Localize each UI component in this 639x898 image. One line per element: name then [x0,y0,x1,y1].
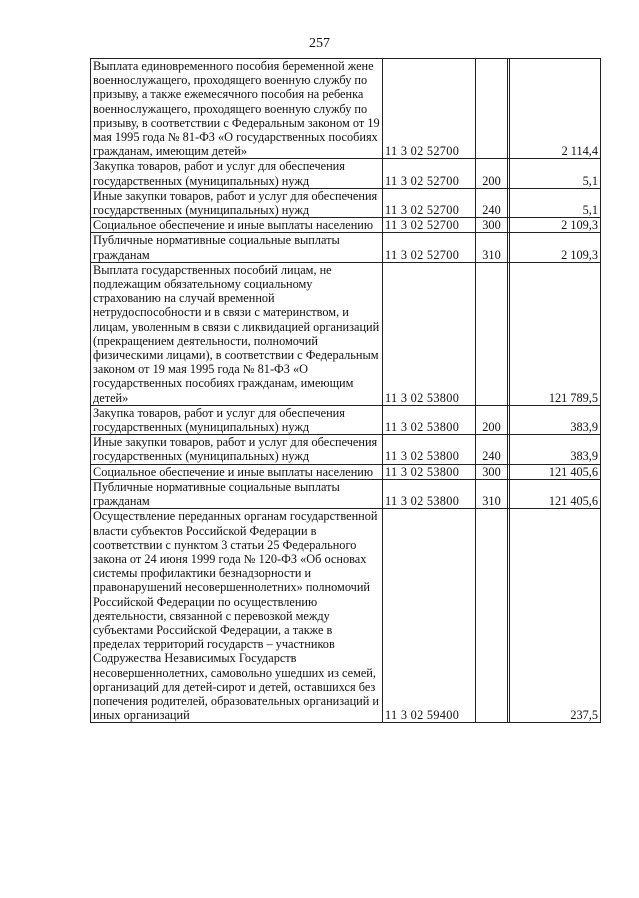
row-expense-type-cell: 310 [476,479,508,508]
row-expense-type-cell: 200 [476,405,508,434]
row-name-cell: Иные закупки товаров, работ и услуг для обеспечения государственных (муниципальных) нужд [91,188,383,217]
table-row [91,464,601,479]
row-amount-cell: 121 405,6 [510,479,601,508]
row-code-cell: 11 3 02 53800 [383,435,476,464]
row-name-cell: Выплата единовременного пособия беременной жене военнослужащего, проходящего военную службу по призыву, а также ежемесячного пособия на ребенка военнослужащего, проходящего военную службу по призыву, в соответствии с Федеральным законом от 19 мая 1995 года № 81-ФЗ «О государственных пособиях гражданам, имеющим детей» [91,59,383,159]
row-expense-type-cell [476,59,508,159]
row-amount-cell: 2 109,3 [510,233,601,262]
row-amount-cell: 5,1 [510,188,601,217]
table-row [91,233,601,262]
row-code-cell: 11 3 02 52700 [383,218,476,233]
row-amount-cell: 121 789,5 [510,262,601,405]
row-code-cell: 11 3 02 52700 [383,59,476,159]
row-amount-cell: 5,1 [510,159,601,188]
row-expense-type-cell: 200 [476,159,508,188]
row-name-cell: Социальное обеспечение и иные выплаты населению [91,218,383,233]
table-row [91,188,601,217]
row-expense-type-cell [476,262,508,405]
row-code-cell: 11 3 02 53800 [383,405,476,434]
budget-table-body [91,59,601,723]
budget-table [90,58,601,723]
row-code-cell: 11 3 02 59400 [383,509,476,723]
table-row [91,479,601,508]
table-row [91,59,601,159]
row-code-cell: 11 3 02 52700 [383,233,476,262]
row-name-cell: Выплата государственных пособий лицам, не подлежащим обязательному социальному страхованию на случай временной нетрудоспособности и в связи с материнством, и лицам, уволенным в связи с ликвидацией организаций (прекращением деятельности, полномочий физическими лицами), в соответствии с Федеральным законом от 19 мая 1995 года № 81-ФЗ «О государственных пособиях гражданам, имеющим детей» [91,262,383,405]
row-amount-cell: 383,9 [510,435,601,464]
row-code-cell: 11 3 02 53800 [383,464,476,479]
table-row [91,435,601,464]
row-name-cell: Иные закупки товаров, работ и услуг для обеспечения государственных (муниципальных) нужд [91,435,383,464]
table-row [91,159,601,188]
row-name-cell: Закупка товаров, работ и услуг для обеспечения государственных (муниципальных) нужд [91,405,383,434]
row-name-cell: Закупка товаров, работ и услуг для обеспечения государственных (муниципальных) нужд [91,159,383,188]
row-name-cell: Публичные нормативные социальные выплаты гражданам [91,479,383,508]
row-expense-type-cell: 240 [476,435,508,464]
page-number: 257 [309,36,330,51]
row-expense-type-cell [476,509,508,723]
row-expense-type-cell: 310 [476,233,508,262]
table-row [91,509,601,723]
row-name-cell: Публичные нормативные социальные выплаты гражданам [91,233,383,262]
row-expense-type-cell: 300 [476,464,508,479]
row-amount-cell: 2 109,3 [510,218,601,233]
row-code-cell: 11 3 02 52700 [383,188,476,217]
row-amount-cell: 237,5 [510,509,601,723]
row-amount-cell: 2 114,4 [510,59,601,159]
table-row [91,262,601,405]
row-code-cell: 11 3 02 53800 [383,262,476,405]
table-row [91,218,601,233]
table-row [91,405,601,434]
row-name-cell: Осуществление переданных органам государственной власти субъектов Российской Федерации в соответствии с пунктом 3 статьи 25 Федерального закона от 24 июня 1999 года № 120-ФЗ «Об основах системы профилактики безнадзорности и правонарушений несовершеннолетних» полномочий Российской Федерации по осуществлению деятельности, связанной с перевозкой между субъектами Российской Федерации, а также в пределах территорий государств – участников Содружества Независимых Государств несовершеннолетних, самовольно ушедших из семей, организаций для детей-сирот и детей, оставшихся без попечения родителей, образовательных организаций и иных организаций [91,509,383,723]
row-code-cell: 11 3 02 53800 [383,479,476,508]
row-expense-type-cell: 240 [476,188,508,217]
row-amount-cell: 121 405,6 [510,464,601,479]
row-name-cell: Социальное обеспечение и иные выплаты населению [91,464,383,479]
row-amount-cell: 383,9 [510,405,601,434]
row-expense-type-cell: 300 [476,218,508,233]
row-code-cell: 11 3 02 52700 [383,159,476,188]
